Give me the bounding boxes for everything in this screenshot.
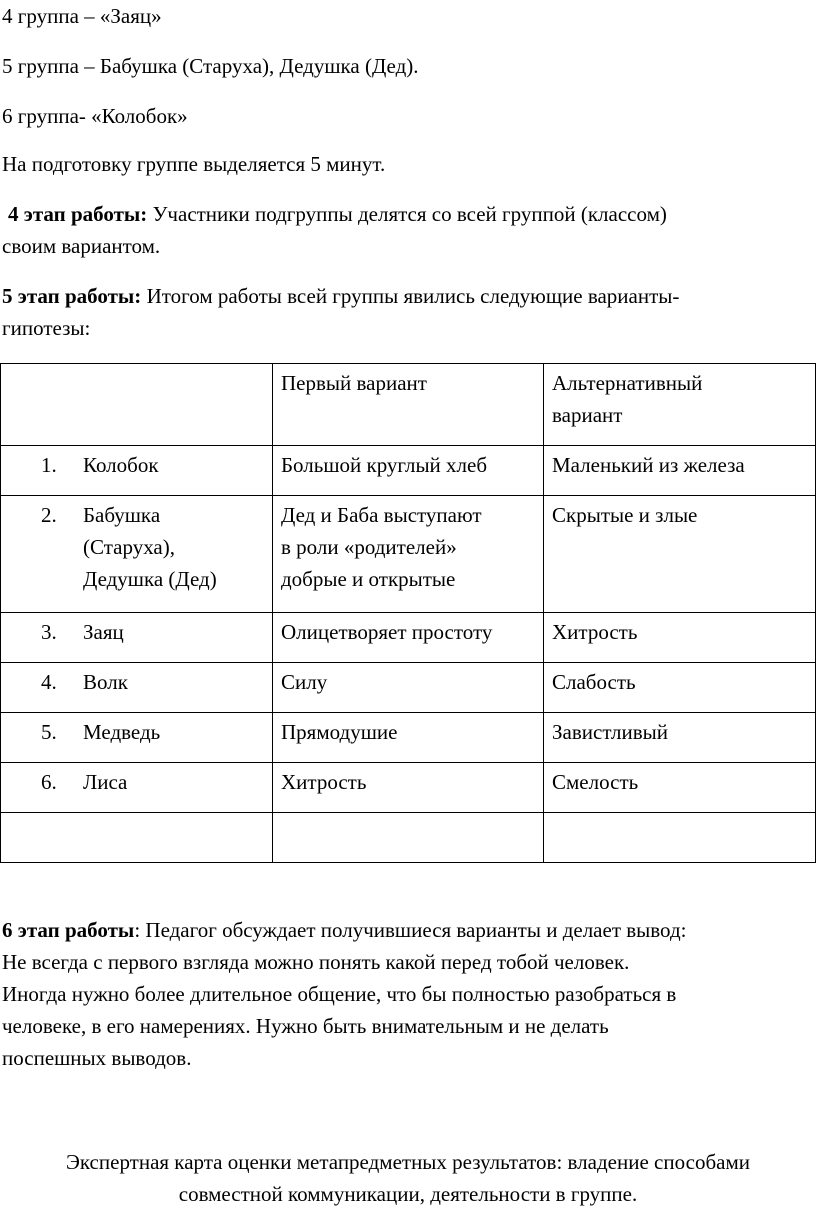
header-cell-first-variant: Первый вариант [273, 364, 544, 446]
table-row [1, 613, 816, 663]
character-cell [1, 446, 273, 496]
first-variant-cell: Большой круглый хлеб [273, 446, 544, 496]
character-cell [1, 713, 273, 763]
first-variant-line3: добрые и открытые [281, 567, 456, 591]
header-cell-alt-variant [544, 364, 816, 446]
stage6-label: 6 этап работы [2, 918, 135, 942]
stage6-text-line4: человеке, в его намерениях. Нужно быть внимательным и не делать [2, 1014, 609, 1038]
intro-line-prep-time: На подготовку группе выделяется 5 минут. [2, 152, 386, 176]
table-row [1, 496, 816, 613]
expert-card-title-line2: совместной коммуникации, деятельности в группе. [178, 1182, 638, 1206]
table-header-row [1, 364, 816, 446]
empty-cell [273, 813, 544, 863]
alt-variant-cell: Маленький из железа [544, 446, 816, 496]
table-row [1, 663, 816, 713]
character-cell [1, 613, 273, 663]
character-name-line2: (Старуха), [83, 535, 175, 559]
intro-line-group6: 6 группа- «Колобок» [2, 104, 188, 128]
row-number: 1. [41, 453, 57, 477]
header-alt-line1: Альтернативный [552, 371, 703, 395]
first-variant-cell: Хитрость [273, 763, 544, 813]
table-row-empty [1, 813, 816, 863]
character-name: Лиса [83, 770, 128, 794]
character-name: Колобок [83, 453, 159, 477]
first-variant-cell: Олицетворяет простоту [273, 613, 544, 663]
alt-variant-cell: Скрытые и злые [544, 496, 816, 613]
stage4-label: 4 этап работы: [8, 202, 148, 226]
stage5-paragraph [2, 280, 814, 344]
character-cell [1, 663, 273, 713]
empty-cell [1, 813, 273, 863]
first-variant-line1: Дед и Баба выступают [281, 503, 482, 527]
character-name: Заяц [83, 620, 124, 644]
stage5-text-line1: Итогом работы всей группы явились следующие варианты- [141, 284, 680, 308]
alt-variant-cell: Завистливый [544, 713, 816, 763]
character-name: Волк [83, 670, 128, 694]
row-number: 6. [41, 770, 57, 794]
table-row [1, 446, 816, 496]
row-number: 2. [41, 503, 57, 527]
character-cell [1, 496, 273, 613]
intro-line-group5: 5 группа – Бабушка (Старуха), Дедушка (Дед). [2, 54, 419, 78]
character-name: Медведь [83, 720, 161, 744]
alt-variant-cell: Слабость [544, 663, 816, 713]
stage4-paragraph [2, 198, 814, 262]
stage5-text-line2: гипотезы: [2, 316, 91, 340]
alt-variant-cell: Смелость [544, 763, 816, 813]
first-variant-cell [273, 496, 544, 613]
alt-variant-cell: Хитрость [544, 613, 816, 663]
hypotheses-table [0, 363, 816, 863]
row-number: 5. [41, 720, 57, 744]
row-number: 4. [41, 670, 57, 694]
row-number: 3. [41, 620, 57, 644]
header-alt-line2: вариант [552, 403, 623, 427]
stage5-label: 5 этап работы: [2, 284, 142, 308]
stage6-paragraph [2, 914, 814, 1074]
stage6-text-line5: поспешных выводов. [2, 1046, 192, 1070]
first-variant-line2: в роли «родителей» [281, 535, 457, 559]
character-name-line3: Дедушка (Дед) [83, 567, 217, 591]
stage4-text-line2: своим вариантом. [2, 234, 161, 258]
first-variant-cell: Силу [273, 663, 544, 713]
character-cell [1, 763, 273, 813]
intro-line-group4: 4 группа – «Заяц» [2, 4, 162, 28]
empty-cell [544, 813, 816, 863]
header-cell-empty [1, 364, 273, 446]
stage6-text-line1: : Педагог обсуждает получившиеся варианты и делает вывод: [134, 918, 687, 942]
table-row [1, 713, 816, 763]
table-row [1, 763, 816, 813]
first-variant-cell: Прямодушие [273, 713, 544, 763]
expert-card-title-line1: Экспертная карта оценки метапредметных результатов: владение способами [66, 1150, 750, 1174]
character-name-line1: Бабушка [83, 503, 161, 527]
stage4-text-line1: Участники подгруппы делятся со всей группой (классом) [147, 202, 667, 226]
stage6-text-line2: Не всегда с первого взгляда можно понять какой перед тобой человек. [2, 950, 630, 974]
stage6-text-line3: Иногда нужно более длительное общение, что бы полностью разобраться в [2, 982, 677, 1006]
